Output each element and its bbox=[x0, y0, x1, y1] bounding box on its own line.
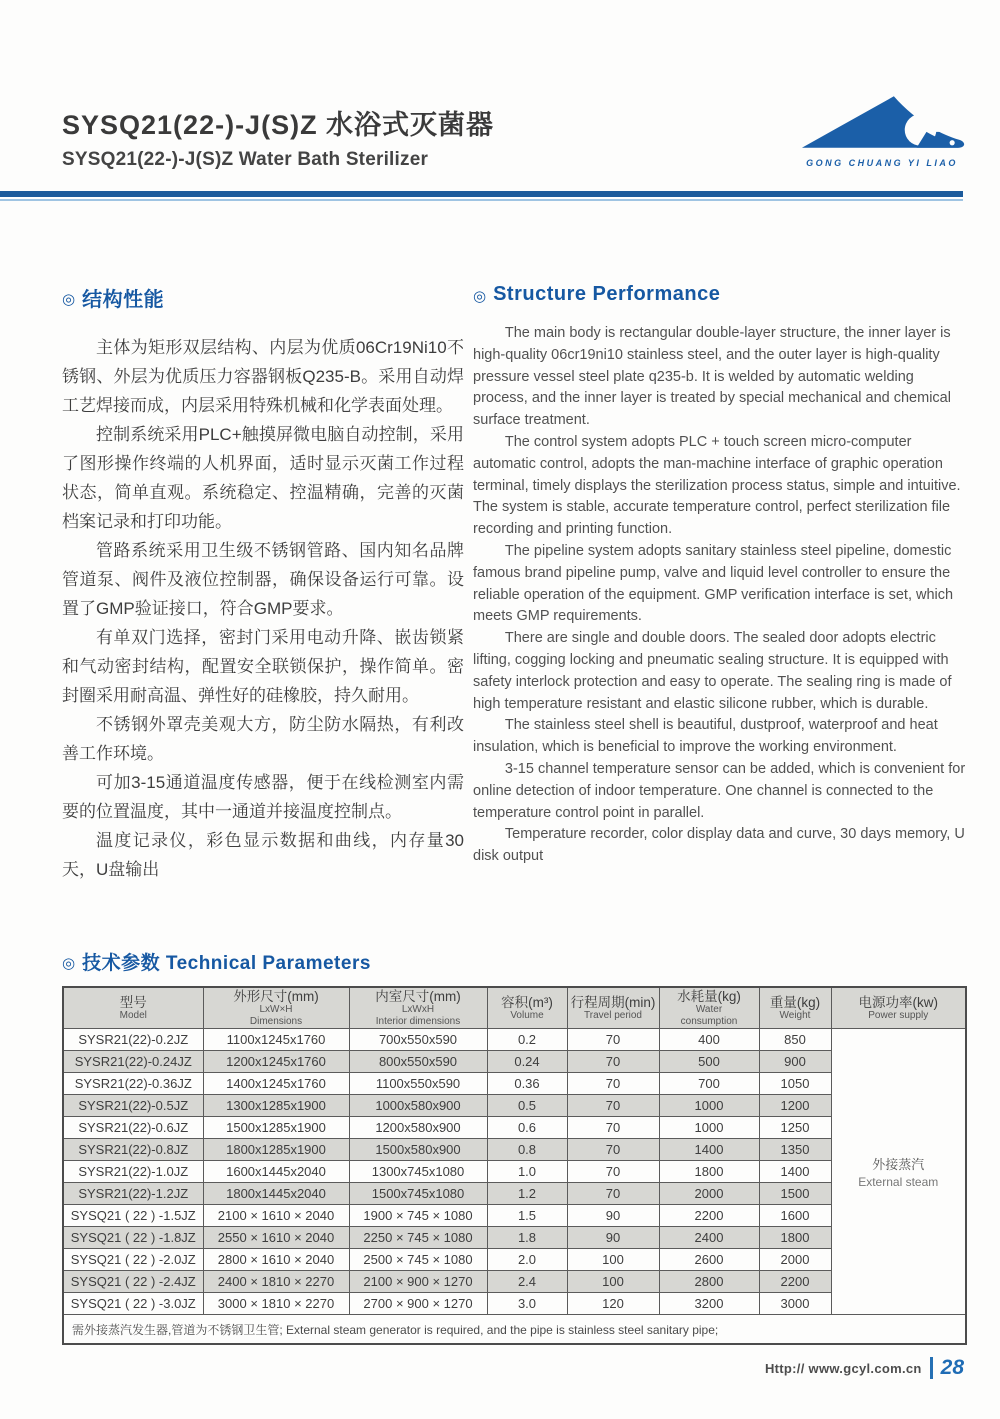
table-body bbox=[63, 1029, 966, 1345]
company-logo-icon bbox=[798, 139, 966, 156]
footer-divider-bar bbox=[930, 1357, 933, 1379]
column-header: 容积(m³) Volume bbox=[487, 987, 567, 1029]
table-cell: 1600x1445x2040 bbox=[203, 1161, 349, 1183]
technical-parameters-table bbox=[62, 986, 967, 1345]
table-cell: 1200 bbox=[759, 1095, 831, 1117]
table-cell: 1500 bbox=[759, 1183, 831, 1205]
section-heading-tech bbox=[62, 948, 371, 975]
table-cell: 1900 × 745 × 1080 bbox=[349, 1205, 487, 1227]
table-cell: 1200x1245x1760 bbox=[203, 1051, 349, 1073]
column-header: 内室尺寸(mm) LxWxH Interior dimensions bbox=[349, 987, 487, 1029]
table-cell: 1500x580x900 bbox=[349, 1139, 487, 1161]
table-cell: 0.5 bbox=[487, 1095, 567, 1117]
en-paragraph: The stainless steel shell is beautiful, dustproof, waterproof and heat insulation, which is beneficial to improve the working environment. bbox=[473, 717, 938, 756]
table-cell: 100 bbox=[567, 1271, 659, 1293]
table-cell: 2800 bbox=[659, 1271, 759, 1293]
table-cell: SYSQ21 ( 22 ) -2.0JZ bbox=[63, 1249, 203, 1271]
table-cell: SYSQ21 ( 22 ) -1.8JZ bbox=[63, 1227, 203, 1249]
en-paragraph: The pipeline system adopts sanitary stainless steel pipeline, domestic famous brand pipeline pump, valve and liquid level controller to ensure the reliable operation of the equipment. GMP verification interface is set, which meets GMP requirements. bbox=[473, 542, 954, 625]
table-cell: SYSR21(22)-0.6JZ bbox=[63, 1117, 203, 1139]
table-row bbox=[63, 1117, 966, 1139]
table-cell: 1500x1285x1900 bbox=[203, 1117, 349, 1139]
table-cell: 2400 × 1810 × 2270 bbox=[203, 1271, 349, 1293]
table-cell: 1500x745x1080 bbox=[349, 1183, 487, 1205]
product-title-en: SYSQ21(22-)-J(S)Z Water Bath Sterilizer bbox=[62, 149, 429, 170]
page-footer bbox=[765, 1356, 964, 1380]
zh-paragraph: 管路系统采用卫生级不锈钢管路、国内知名品牌管道泵、阀件及液位控制器，确保设备运行可靠。设置了GMP验证接口，符合GMP要求。 bbox=[62, 541, 464, 618]
en-paragraph: Temperature recorder, color display data and curve, 30 days memory, U disk output bbox=[473, 826, 965, 865]
table-cell: 1400x1245x1760 bbox=[203, 1073, 349, 1095]
section-heading-zh bbox=[62, 283, 464, 312]
column-header: 外形尺寸(mm) LxW×H Dimensions bbox=[203, 987, 349, 1029]
table-cell: SYSR21(22)-0.5JZ bbox=[63, 1095, 203, 1117]
column-header: 水耗量(kg) Water consumption bbox=[659, 987, 759, 1029]
table-row bbox=[63, 1249, 966, 1271]
table-cell: SYSQ21 ( 22 ) -3.0JZ bbox=[63, 1293, 203, 1315]
table-note-row bbox=[63, 1315, 966, 1345]
en-paragraph: The control system adopts PLC + touch screen micro-computer automatic control, adopts the man-machine interface of graphic operation terminal, timely displays the sterilization process status, simple and intuitive. The system is stable, accurate temperature control, perfect sterilization file recording and printing function. bbox=[473, 433, 961, 538]
section-heading-en bbox=[473, 283, 967, 306]
table-cell: 1000x580x900 bbox=[349, 1095, 487, 1117]
table-cell: 3000 bbox=[759, 1293, 831, 1315]
page-header bbox=[62, 103, 494, 171]
table-cell: 70 bbox=[567, 1029, 659, 1051]
column-header: 重量(kg) Weight bbox=[759, 987, 831, 1029]
table-cell: 70 bbox=[567, 1095, 659, 1117]
section-structure-en bbox=[473, 283, 967, 868]
table-cell: 2800 × 1610 × 2040 bbox=[203, 1249, 349, 1271]
table-cell: 0.8 bbox=[487, 1139, 567, 1161]
table-cell: 1100x550x590 bbox=[349, 1073, 487, 1095]
en-paragraph: The main body is rectangular double-layer structure, the inner layer is high-quality 06cr19ni10 stainless steel, and the outer layer is high-quality pressure vessel steel plate q235-b. It is welded by automatic welding process, and the inner layer is treated by special mechanical and chemical surface treatment. bbox=[473, 325, 951, 429]
power-supply-merged-cell bbox=[831, 1029, 966, 1315]
table-cell: 90 bbox=[567, 1205, 659, 1227]
column-header: 型号 Model bbox=[63, 987, 203, 1029]
table-cell: 70 bbox=[567, 1117, 659, 1139]
table-row bbox=[63, 1183, 966, 1205]
table-row bbox=[63, 1029, 966, 1051]
zh-paragraph: 有单双门选择，密封门采用电动升降、嵌齿锁紧和气动密封结构，配置安全联锁保护，操作简单。密封圈采用耐高温、弹性好的硅橡胶，持久耐用。 bbox=[62, 628, 464, 705]
bullseye-icon: ◎ bbox=[473, 287, 487, 305]
bullseye-icon: ◎ bbox=[62, 954, 76, 972]
table-cell: 0.24 bbox=[487, 1051, 567, 1073]
table-cell: 1400 bbox=[759, 1161, 831, 1183]
table-cell: 2.4 bbox=[487, 1271, 567, 1293]
table-header bbox=[63, 987, 966, 1029]
table-cell: 3200 bbox=[659, 1293, 759, 1315]
column-header: 电源功率(kw) Power supply bbox=[831, 987, 966, 1029]
table-cell: 1400 bbox=[659, 1139, 759, 1161]
table-cell: SYSR21(22)-0.2JZ bbox=[63, 1029, 203, 1051]
bullseye-icon: ◎ bbox=[62, 290, 76, 308]
table-cell: 2200 bbox=[759, 1271, 831, 1293]
table-cell: SYSR21(22)-1.2JZ bbox=[63, 1183, 203, 1205]
page-number: 28 bbox=[940, 1356, 964, 1379]
en-paragraph: There are single and double doors. The sealed door adopts electric lifting, cogging locking and pneumatic sealing structure. It is equipped with safety interlock protection and easy to operate. The sealing ring is made of high temperature resistant and elastic silicone rubber, which is durable. bbox=[473, 630, 952, 712]
header-divider bbox=[0, 191, 963, 201]
table-cell: 2550 × 1610 × 2040 bbox=[203, 1227, 349, 1249]
table-cell: 0.6 bbox=[487, 1117, 567, 1139]
table-cell: 2.0 bbox=[487, 1249, 567, 1271]
table-cell: 1200x580x900 bbox=[349, 1117, 487, 1139]
table-cell: 1350 bbox=[759, 1139, 831, 1161]
table-cell: SYSQ21 ( 22 ) -2.4JZ bbox=[63, 1271, 203, 1293]
zh-paragraph: 主体为矩形双层结构、内层为优质06Cr19Ni10不锈钢、外层为优质压力容器钢板Q235-B。采用自动焊工艺焊接而成，内层采用特殊机械和化学表面处理。 bbox=[62, 338, 464, 415]
website-url: Http:// www.gcyl.com.cn bbox=[764, 1360, 922, 1376]
table-cell: 70 bbox=[567, 1139, 659, 1161]
table-cell: 1000 bbox=[659, 1095, 759, 1117]
en-paragraph: 3-15 channel temperature sensor can be added, which is convenient for online detection of indoor temperature. One channel is connected to the temperature control point in parallel. bbox=[473, 760, 966, 821]
table-row bbox=[63, 1293, 966, 1315]
table-cell: 1100x1245x1760 bbox=[203, 1029, 349, 1051]
power-supply-zh: 外接蒸汽 bbox=[872, 1157, 925, 1172]
table-cell: 120 bbox=[567, 1293, 659, 1315]
table-cell: 800x550x590 bbox=[349, 1051, 487, 1073]
table-cell: 3.0 bbox=[487, 1293, 567, 1315]
table-cell: SYSR21(22)-1.0JZ bbox=[63, 1161, 203, 1183]
paragraphs-en bbox=[473, 323, 967, 868]
table-cell: 100 bbox=[567, 1249, 659, 1271]
product-title-zh: SYSQ21(22-)-J(S)Z 水浴式灭菌器 bbox=[62, 110, 495, 140]
table-cell: 1800 bbox=[659, 1161, 759, 1183]
zh-paragraph: 不锈钢外罩壳美观大方，防尘防水隔热，有利改善工作环境。 bbox=[62, 715, 464, 763]
section-heading-zh-text: 结构性能 bbox=[82, 289, 165, 311]
table-cell: 1000 bbox=[659, 1117, 759, 1139]
zh-paragraph: 控制系统采用PLC+触摸屏微电脑自动控制，采用了图形操作终端的人机界面，适时显示灭菌工作过程状态，简单直观。系统稳定、控温精确，完善的灭菌档案记录和打印功能。 bbox=[62, 425, 464, 531]
table-cell: SYSR21(22)-0.36JZ bbox=[63, 1073, 203, 1095]
table-note: 需外接蒸汽发生器,管道为不锈钢卫生管; External steam generator is required, and the pipe is stainless steel sanitary pipe; bbox=[63, 1315, 966, 1345]
table-cell: 1050 bbox=[759, 1073, 831, 1095]
table-cell: 1.0 bbox=[487, 1161, 567, 1183]
table-cell: 1.5 bbox=[487, 1205, 567, 1227]
table-cell: 500 bbox=[659, 1051, 759, 1073]
table-cell: 1.8 bbox=[487, 1227, 567, 1249]
table-cell: 2500 × 745 × 1080 bbox=[349, 1249, 487, 1271]
table-cell: 400 bbox=[659, 1029, 759, 1051]
table-cell: 1600 bbox=[759, 1205, 831, 1227]
table-cell: 1800x1445x2040 bbox=[203, 1183, 349, 1205]
table-cell: 1300x745x1080 bbox=[349, 1161, 487, 1183]
table-cell: 2100 × 900 × 1270 bbox=[349, 1271, 487, 1293]
zh-paragraph: 温度记录仪，彩色显示数据和曲线，内存量30天，U盘输出 bbox=[62, 831, 464, 879]
table-cell: 2250 × 745 × 1080 bbox=[349, 1227, 487, 1249]
table-cell: 2600 bbox=[659, 1249, 759, 1271]
table-row bbox=[63, 1205, 966, 1227]
table-cell: 900 bbox=[759, 1051, 831, 1073]
table-cell: 1250 bbox=[759, 1117, 831, 1139]
table-cell: 2400 bbox=[659, 1227, 759, 1249]
table-cell: 0.2 bbox=[487, 1029, 567, 1051]
table-cell: 1300x1285x1900 bbox=[203, 1095, 349, 1117]
table-cell: 2000 bbox=[659, 1183, 759, 1205]
table-cell: 70 bbox=[567, 1051, 659, 1073]
table-cell: 700x550x590 bbox=[349, 1029, 487, 1051]
table-cell: 70 bbox=[567, 1161, 659, 1183]
table-cell: 700 bbox=[659, 1073, 759, 1095]
table-cell: SYSR21(22)-0.8JZ bbox=[63, 1139, 203, 1161]
table-row bbox=[63, 1227, 966, 1249]
table-cell: 70 bbox=[567, 1183, 659, 1205]
table-cell: 0.36 bbox=[487, 1073, 567, 1095]
table-cell: SYSR21(22)-0.24JZ bbox=[63, 1051, 203, 1073]
table-row bbox=[63, 1051, 966, 1073]
table-cell: 2100 × 1610 × 2040 bbox=[203, 1205, 349, 1227]
table-cell: 1.2 bbox=[487, 1183, 567, 1205]
column-header: 行程周期(min) Travel period bbox=[567, 987, 659, 1029]
zh-paragraph: 可加3-15通道温度传感器，便于在线检测室内需要的位置温度，其中一通道并接温度控制点。 bbox=[62, 773, 464, 821]
table-cell: 70 bbox=[567, 1073, 659, 1095]
table-row bbox=[63, 1095, 966, 1117]
table-cell: 2000 bbox=[759, 1249, 831, 1271]
table-cell: 2700 × 900 × 1270 bbox=[349, 1293, 487, 1315]
table-cell: 90 bbox=[567, 1227, 659, 1249]
table-row bbox=[63, 1271, 966, 1293]
table-cell: 1800 bbox=[759, 1227, 831, 1249]
table-cell: 3000 × 1810 × 2270 bbox=[203, 1293, 349, 1315]
company-logo bbox=[798, 92, 966, 168]
power-supply-en: External steam bbox=[858, 1175, 939, 1189]
section-heading-tech-text: 技术参数 Technical Parameters bbox=[82, 953, 371, 974]
table-cell: 2200 bbox=[659, 1205, 759, 1227]
company-logo-text: GONG CHUANG YI LIAO bbox=[806, 158, 958, 168]
table-row bbox=[63, 1161, 966, 1183]
table-row bbox=[63, 1139, 966, 1161]
table-cell: 850 bbox=[759, 1029, 831, 1051]
section-structure-zh bbox=[62, 283, 464, 884]
paragraphs-zh bbox=[62, 333, 464, 884]
table-cell: SYSQ21 ( 22 ) -1.5JZ bbox=[63, 1205, 203, 1227]
table-cell: 1800x1285x1900 bbox=[203, 1139, 349, 1161]
section-heading-en-text: Structure Performance bbox=[493, 283, 721, 305]
table-row bbox=[63, 1073, 966, 1095]
